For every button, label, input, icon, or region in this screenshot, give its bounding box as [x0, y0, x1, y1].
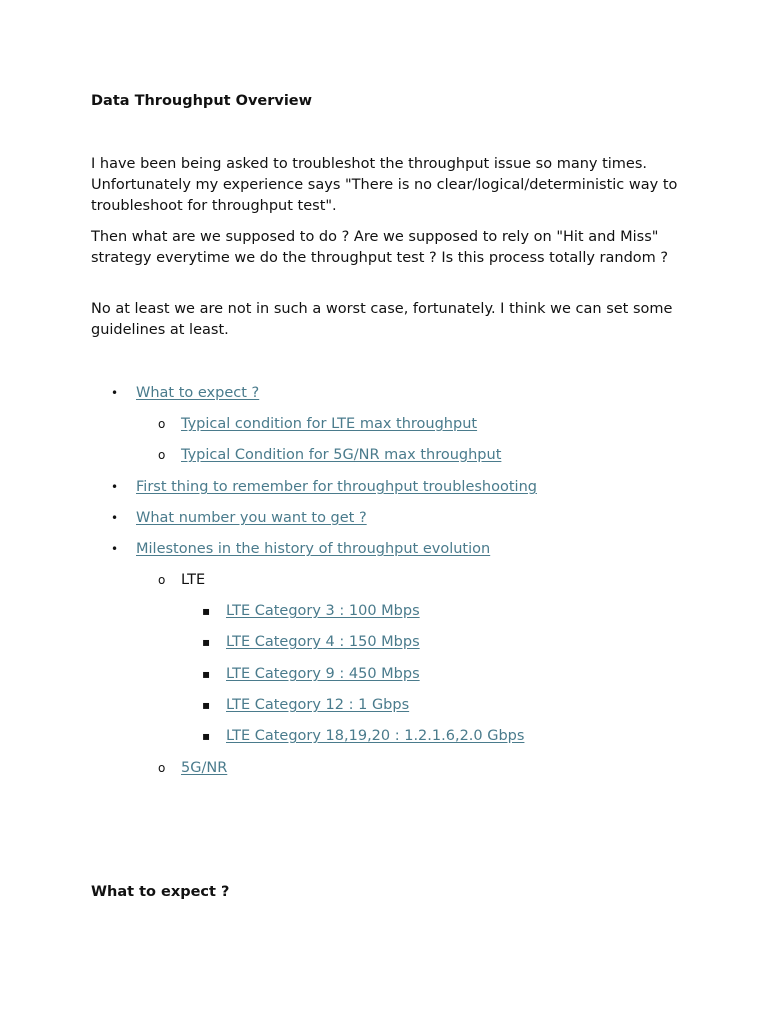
bullet-square-icon: ▪	[202, 667, 211, 681]
toc-link-what-to-expect[interactable]: What to expect ?	[136, 385, 260, 401]
toc-link-what-number[interactable]: What number you want to get ?	[136, 510, 367, 526]
bullet-square-icon: ▪	[202, 635, 211, 649]
intro-paragraph-2: Then what are we supposed to do ? Are we supposed to rely on "Hit and Miss" strategy everytime we do the throughput test ? Is this process totally random ?	[91, 229, 669, 266]
bullet-circle-icon: o	[158, 761, 166, 775]
toc-link-lte-cat-4[interactable]: LTE Category 4 : 150 Mbps	[226, 634, 420, 650]
bullet-square-icon: ▪	[202, 604, 211, 618]
intro-paragraph-3: No at least we are not in such a worst case, fortunately. I think we can set some guidelines at least.	[91, 301, 673, 338]
bullet-disc-icon: •	[111, 480, 119, 494]
toc-link-lte-cat-9[interactable]: LTE Category 9 : 450 Mbps	[226, 666, 420, 682]
bullet-circle-icon: o	[158, 417, 166, 431]
page-title: Data Throughput Overview	[91, 93, 313, 109]
section-heading-what-to-expect: What to expect ?	[91, 884, 230, 900]
bullet-disc-icon: •	[111, 386, 119, 400]
toc-link-5g-nr-max-throughput[interactable]: Typical Condition for 5G/NR max throughput	[181, 447, 502, 463]
toc-link-first-thing-to-remember[interactable]: First thing to remember for throughput troubleshooting	[136, 479, 537, 495]
toc-link-milestones[interactable]: Milestones in the history of throughput evolution	[136, 541, 491, 557]
toc-link-lte-max-throughput[interactable]: Typical condition for LTE max throughput	[181, 416, 478, 432]
toc-link-5g-nr[interactable]: 5G/NR	[181, 760, 228, 776]
toc-link-lte-cat-18-19-20[interactable]: LTE Category 18,19,20 : 1.2.1.6,2.0 Gbps	[226, 728, 525, 744]
bullet-circle-icon: o	[158, 448, 166, 462]
bullet-square-icon: ▪	[202, 729, 211, 743]
toc-link-lte-cat-3[interactable]: LTE Category 3 : 100 Mbps	[226, 603, 420, 619]
toc-link-lte-cat-12[interactable]: LTE Category 12 : 1 Gbps	[226, 697, 410, 713]
bullet-disc-icon: •	[111, 542, 119, 556]
toc-label-lte: LTE	[181, 572, 206, 588]
bullet-circle-icon: o	[158, 573, 166, 587]
bullet-disc-icon: •	[111, 511, 119, 525]
intro-paragraph-1: I have been being asked to troubleshot the throughput issue so many times. Unfortunately my experience says "There is no clear/logical/deterministic way to troubleshoot for throughput test".	[91, 156, 678, 214]
bullet-square-icon: ▪	[202, 698, 211, 712]
